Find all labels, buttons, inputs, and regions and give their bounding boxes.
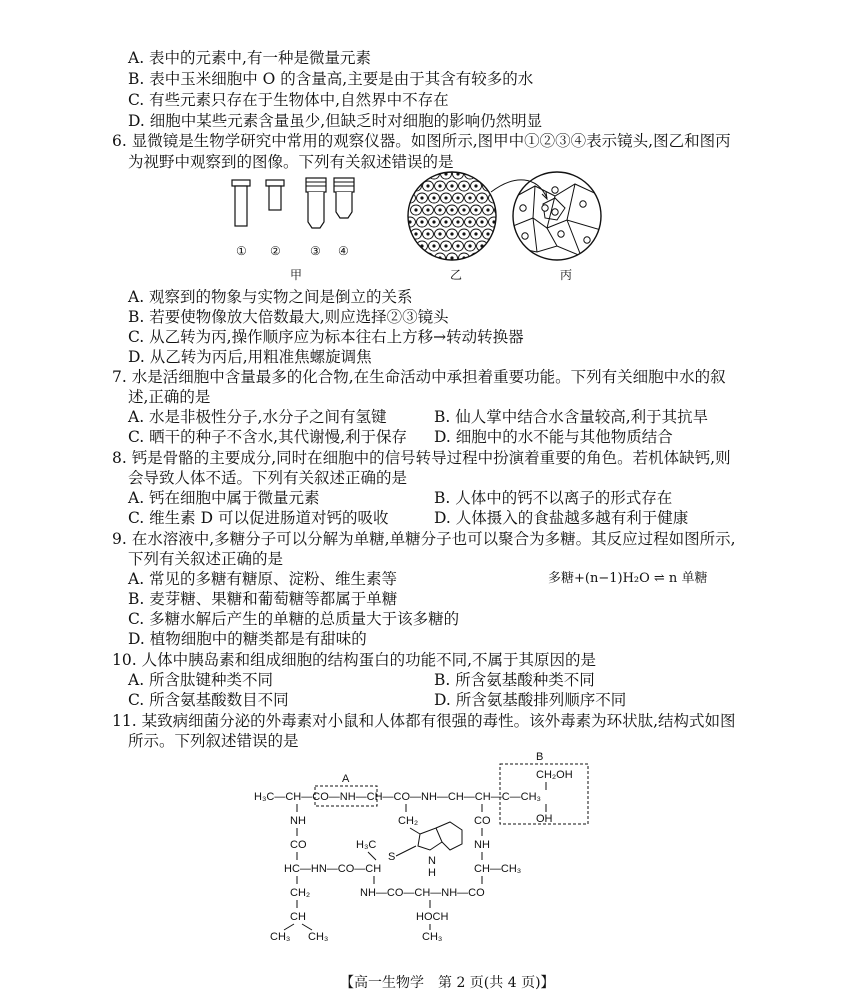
page-footer: 【高一生物学 第 2 页(共 4 页)】 [340,975,555,991]
q7-stem-line1: 7. 水是活细胞中含量最多的化合物,在生命活动中承担着重要功能。下列有关细胞中水的叙 [112,368,726,386]
q9-option-d: D. 植物细胞中的糖类都是有甜味的 [128,630,367,648]
svg-text:H: H [428,867,436,879]
svg-text:CO: CO [290,839,307,851]
q8-option-d: D. 人体摄入的食盐越多越有利于健康 [434,509,689,527]
q6-stem-line2: 为视野中观察到的图像。下列有关叙述错误的是 [128,153,454,171]
q8-option-a: A. 钙在细胞中属于微量元素 [128,489,320,507]
q5-option-c: C. 有些元素只存在于生物体中,自然界中不存在 [128,91,449,109]
q10-option-c: C. 所含氨基酸数目不同 [128,691,289,709]
q8-stem-line1: 8. 钙是骨骼的主要成分,同时在细胞中的信号转导过程中扮演着重要的角色。若机体缺钙,则 [112,449,731,467]
q6-stem-line1: 6. 显微镜是生物学研究中常用的观察仪器。如图所示,图甲中①②③④表示镜头,图乙和图丙 [112,132,731,150]
svg-text:N: N [428,855,436,867]
svg-text:H₃C: H₃C [356,839,377,851]
svg-text:S: S [388,851,396,863]
q6-option-d: D. 从乙转为丙后,用粗准焦螺旋调焦 [128,348,372,366]
q8-option-b: B. 人体中的钙不以离子的形式存在 [434,489,673,507]
svg-text:HC—HN—CO—CH: HC—HN—CO—CH [284,863,382,875]
q9-option-c: C. 多糖水解后产生的单糖的总质量大于该多糖的 [128,610,460,628]
q10-option-a: A. 所含肽键种类不同 [128,671,274,689]
svg-text:CH₂: CH₂ [290,887,311,899]
q7-option-a: A. 水是非极性分子,水分子之间有氢键 [128,408,387,426]
svg-text:CH₃: CH₃ [422,931,443,942]
q7-stem-line2: 述,正确的是 [128,388,211,406]
cyclic-peptide-structure [250,752,590,942]
svg-text:OH: OH [536,813,553,825]
lens-label-2: ② [270,244,281,258]
svg-text:NH: NH [290,815,306,827]
svg-text:H₃C—CH—CO—NH—CH—CO—NH—CH—CH—C—: H₃C—CH—CO—NH—CH—CO—NH—CH—CH—C—CH₃ [254,791,542,803]
svg-text:CO: CO [474,815,491,827]
q10-option-d: D. 所含氨基酸排列顺序不同 [434,691,627,709]
q9-reaction-equation: 多糖+(n−1)H₂O ⇌ n 单糖 [548,571,708,586]
svg-text:CH₂OH: CH₂OH [536,769,573,781]
q7-option-d: D. 细胞中的水不能与其他物质结合 [434,428,673,446]
q6-option-c: C. 从乙转为丙,操作顺序应为标本往右上方移→转动转换器 [128,328,524,346]
box-b-label: B [536,752,544,763]
q5-option-d: D. 细胞中某些元素含量虽少,但缺乏时对细胞的影响仍然明显 [128,112,543,130]
lens-label-1: ① [236,244,247,258]
figure-label-bing: 丙 [560,268,573,282]
svg-text:HOCH: HOCH [416,911,449,923]
svg-text:CH: CH [290,911,306,923]
q9-option-b: B. 麦芽糖、果糖和葡萄糖等都属于单糖 [128,590,398,608]
svg-text:CH₃: CH₃ [270,931,291,942]
box-a-label: A [342,773,350,785]
microscope-fields-figure [405,168,605,268]
lens-figure [226,176,366,252]
lens-label-4: ④ [338,244,349,258]
q8-option-c: C. 维生素 D 可以促进肠道对钙的吸收 [128,509,389,527]
figure-label-yi: 乙 [450,268,463,282]
q10-stem: 10. 人体中胰岛素和组成细胞的结构蛋白的功能不同,不属于其原因的是 [112,651,597,669]
figure-label-jia: 甲 [290,268,303,282]
svg-text:NH: NH [474,839,490,851]
q6-option-a: A. 观察到的物象与实物之间是倒立的关系 [128,288,413,306]
q9-option-a: A. 常见的多糖有糖原、淀粉、维生素等 [128,570,398,588]
q10-option-b: B. 所含氨基酸种类不同 [434,671,595,689]
svg-text:CH₃: CH₃ [308,931,329,942]
q7-option-c: C. 晒干的种子不含水,其代谢慢,利于保存 [128,428,408,446]
q9-stem-line1: 9. 在水溶液中,多糖分子可以分解为单糖,单糖分子也可以聚合为多糖。其反应过程如图所示, [112,530,736,548]
svg-text:NH—CO—CH—NH—CO: NH—CO—CH—NH—CO [360,887,485,899]
q7-option-b: B. 仙人掌中结合水含量较高,利于其抗旱 [434,408,709,426]
q6-option-b: B. 若要使物像放大倍数最大,则应选择②③镜头 [128,308,449,326]
q11-stem-line1: 11. 某致病细菌分泌的外毒素对小鼠和人体都有很强的毒性。该外毒素为环状肽,结构式如图 [112,712,736,730]
svg-text:CH₂: CH₂ [398,815,419,827]
q5-option-a: A. 表中的元素中,有一种是微量元素 [128,49,371,67]
q9-stem-line2: 下列有关叙述正确的是 [128,550,284,568]
q5-option-b: B. 表中玉米细胞中 O 的含量高,主要是由于其含有较多的水 [128,70,534,88]
svg-text:CH—CH₃: CH—CH₃ [474,863,522,875]
q11-stem-line2: 所示。下列叙述错误的是 [128,732,299,750]
lens-label-3: ③ [310,244,321,258]
q8-stem-line2: 会导致人体不适。下列有关叙述正确的是 [128,469,408,487]
